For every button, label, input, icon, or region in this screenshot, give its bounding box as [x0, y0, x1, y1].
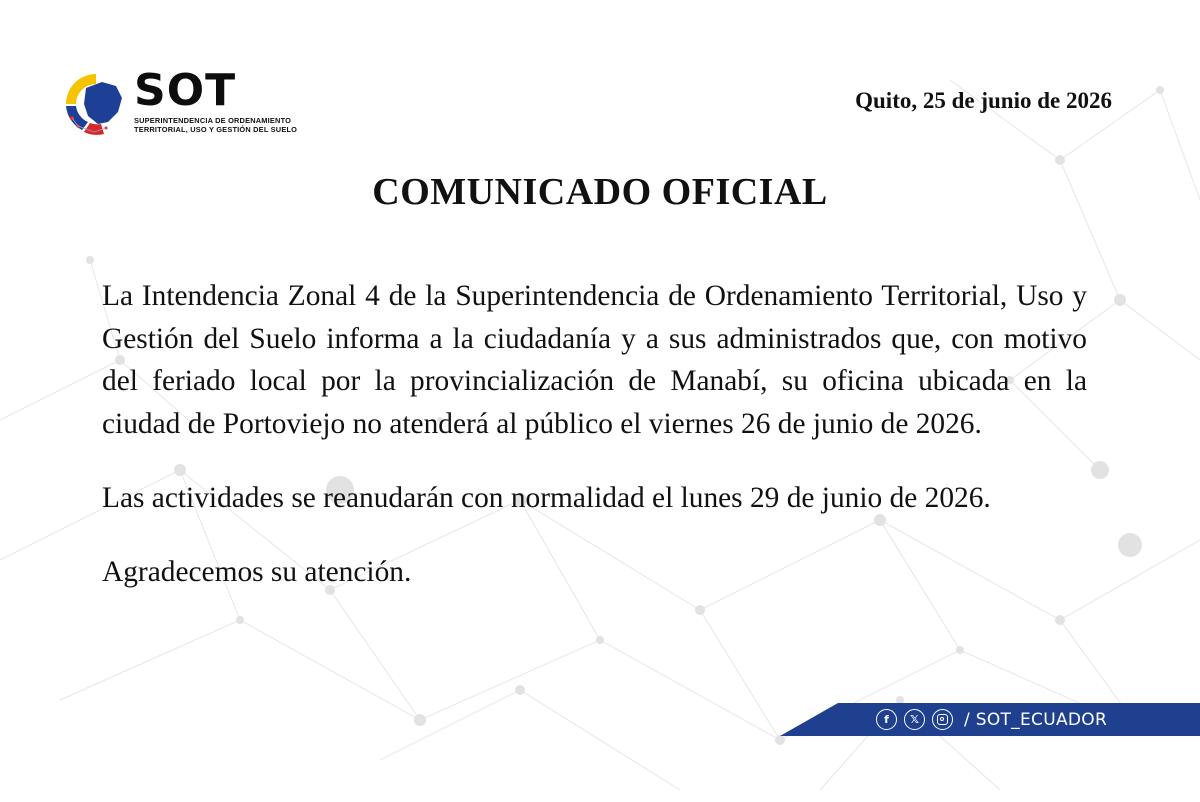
- logo-subtitle-line1: SUPERINTENDENCIA DE ORDENAMIENTO: [134, 116, 292, 125]
- logo-subtitle-line2: TERRITORIAL, USO Y GESTIÓN DEL SUELO: [134, 125, 298, 134]
- social-links: [876, 703, 1107, 736]
- paragraph-resume: Las actividades se reanudarán con normalidad el lunes 29 de junio de 2026.: [102, 481, 991, 514]
- paragraph-thanks: Agradecemos su atención.: [102, 555, 412, 588]
- social-footer-bar: [780, 703, 1200, 736]
- logo-subtitle: [134, 116, 297, 134]
- document-date: Quito, 25 de junio de 2026: [855, 88, 1112, 113]
- sot-logo: [58, 65, 298, 146]
- ecuador-map-logo-icon: [58, 66, 134, 142]
- paragraph-notice: La Intendencia Zonal 4 de la Superintendencia de Ordenamiento Territorial, Uso y Gestión del Suelo informa a la ciudadanía y a sus administrados que, con motivo del feriado local por la provincialización de Manabí, su oficina ubicada en la ciudad de Portoviejo no atenderá al público el viernes 26 de junio de 2026.: [102, 280, 1087, 441]
- logo-wordmark: SOT: [134, 65, 237, 116]
- social-handle: / SOT_ECUADOR: [964, 709, 1108, 730]
- x-icon[interactable]: 𝕏: [904, 709, 925, 730]
- instagram-icon[interactable]: [932, 709, 953, 730]
- document-title: COMUNICADO OFICIAL: [372, 171, 828, 213]
- facebook-icon[interactable]: f: [876, 709, 897, 730]
- document-body: [102, 275, 1087, 624]
